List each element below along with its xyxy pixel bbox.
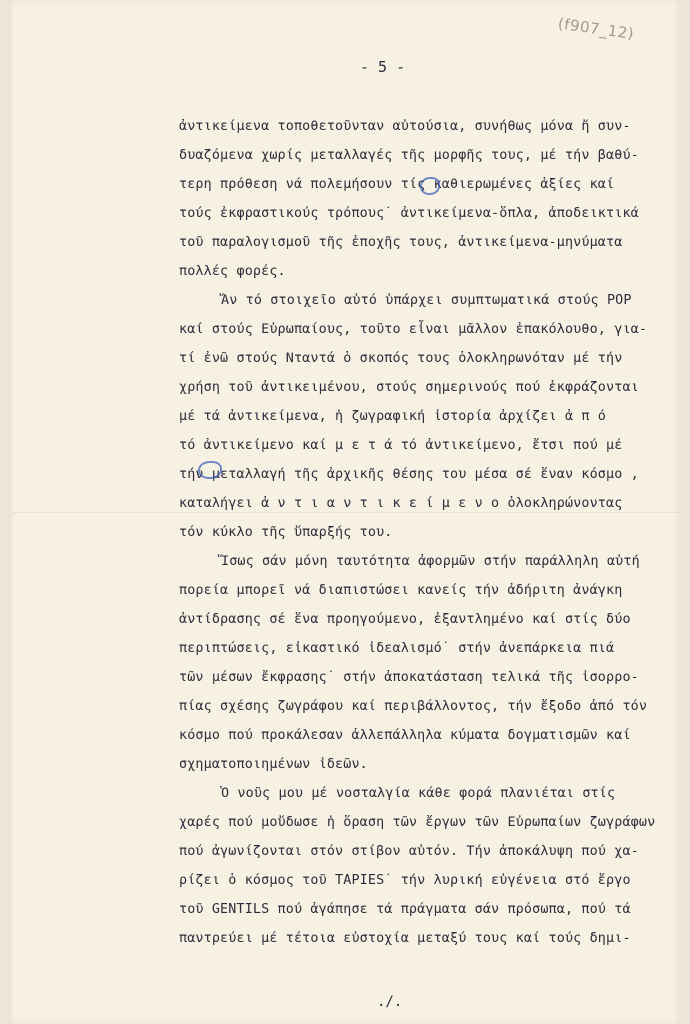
text-line: τόν κύκλο τῆς ὕπαρξής του.	[179, 525, 393, 540]
text-line: τῶν μέσων ἔκφρασης˙ στήν ἀποκατάσταση τελικά τῆς ἰσορρο-	[179, 670, 639, 685]
text-line: ρίζει ὁ κόσμος τοῦ TAPIES˙ τήν λυρική εὐγένεια στό ἔργο	[179, 873, 631, 888]
text-line: χρήση τοῦ ἀντικειμένου, στούς σημερινούς πού ἐκφράζονται	[179, 380, 639, 395]
text-line: τοῦ παραλογισμοῦ τῆς ἐποχῆς τους, ἀντικείμενα-μηνύματα	[179, 235, 623, 250]
typewritten-body	[179, 112, 679, 953]
paragraph-start-line: Ἄν τό στοιχεῖο αὐτό ὑπάρχει συμπτωματικά στούς POP	[221, 293, 632, 308]
paragraph-start-line: Ἴσως σάν μόνη ταυτότητα ἀφορμῶν στήν παράλληλη αὐτή	[221, 554, 640, 569]
text-line: τοῦ GENTILS πού ἀγάπησε τά πράγματα σάν πρόσωπα, πού τά	[179, 902, 631, 917]
text-line: περιπτώσεις, εἰκαστικό ἰδεαλισμό˙ στήν ἀνεπάρκεια πιά	[179, 641, 615, 656]
archive-reference: (f907_12)	[556, 14, 636, 43]
text-line: κόσμο πού προκάλεσαν ἀλλεπάλληλα κύματα δογματισμῶν καί	[179, 728, 631, 743]
text-line: τί ἐνῶ στούς Νταντά ὁ σκοπός τους ὁλοκληρωνόταν μέ τήν	[179, 351, 623, 366]
text-line: πίας σχέσης ζωγράφου καί περιβάλλοντος, τήν ἔξοδο ἀπό τόν	[179, 699, 648, 714]
text-line: ἀντίδρασης σέ ἕνα προηγούμενο, ἐξαντλημένο καί στίς δύο	[179, 612, 631, 627]
text-line: πορεία μπορεῖ νά διαπιστώσει κανείς τήν ἀδήριτη ἀνάγκη	[179, 583, 623, 598]
continuation-mark: ./.	[377, 994, 403, 1010]
text-line: πολλές φορές.	[179, 264, 286, 279]
text-line: τούς ἐκφραστικούς τρόπους˙ ἀντικείμενα-ὅπλα, ἀποδεικτικά	[179, 206, 639, 221]
text-line: χαρές πού μοὔδωσε ἡ ὅραση τῶν ἔργων τῶν Εὐρωπαίων ζωγράφων	[179, 815, 656, 830]
text-line: καταλήγει ἀ ν τ ι α ν τ ι κ ε ί μ ε ν ο ὁλοκληρώνοντας	[179, 496, 623, 511]
text-line: τήν μεταλλαγή τῆς ἀρχικῆς θέσης του μέσα σέ ἕναν κόσμο ,	[179, 467, 639, 482]
text-line: ἀντικείμενα τοποθετοῦνταν αὐτούσια, συνήθως μόνα ἤ συν-	[179, 119, 631, 134]
text-line: τό ἀντικείμενο καί μ ε τ ά τό ἀντικείμενο, ἔτσι πού μέ	[179, 438, 623, 453]
paragraph-start-line: Ὁ νοῦς μου μέ νοσταλγία κάθε φορά πλανιέται στίς	[221, 786, 616, 801]
text-line: μέ τά ἀντικείμενα, ἡ ζωγραφική ἱστορία ἀρχίζει ἀ π ό	[179, 409, 607, 424]
text-line: καί στούς Εὐρωπαίους, τοῦτο εἶναι μᾶλλον ἐπακόλουθο, για-	[179, 322, 648, 337]
text-line: πού ἀγωνίζονται στόν στίβον αὐτόν. Τήν ἀποκάλυψη πού χα-	[179, 844, 639, 859]
text-line: δυαζόμενα χωρίς μεταλλαγές τῆς μορφῆς τους, μέ τήν βαθύ-	[179, 148, 639, 163]
document-page	[12, 0, 680, 1024]
text-line: τερη πρόθεση νά πολεμήσουν τίς καθιερωμένες ἀξίες καί	[179, 177, 615, 192]
page-number: - 5 -	[360, 58, 406, 76]
text-line: σχηματοποιημένων ἰδεῶν.	[179, 757, 368, 772]
text-line: παντρεύει μέ τέτοια εὐστοχία μεταξύ τους καί τούς δημι-	[179, 931, 631, 946]
